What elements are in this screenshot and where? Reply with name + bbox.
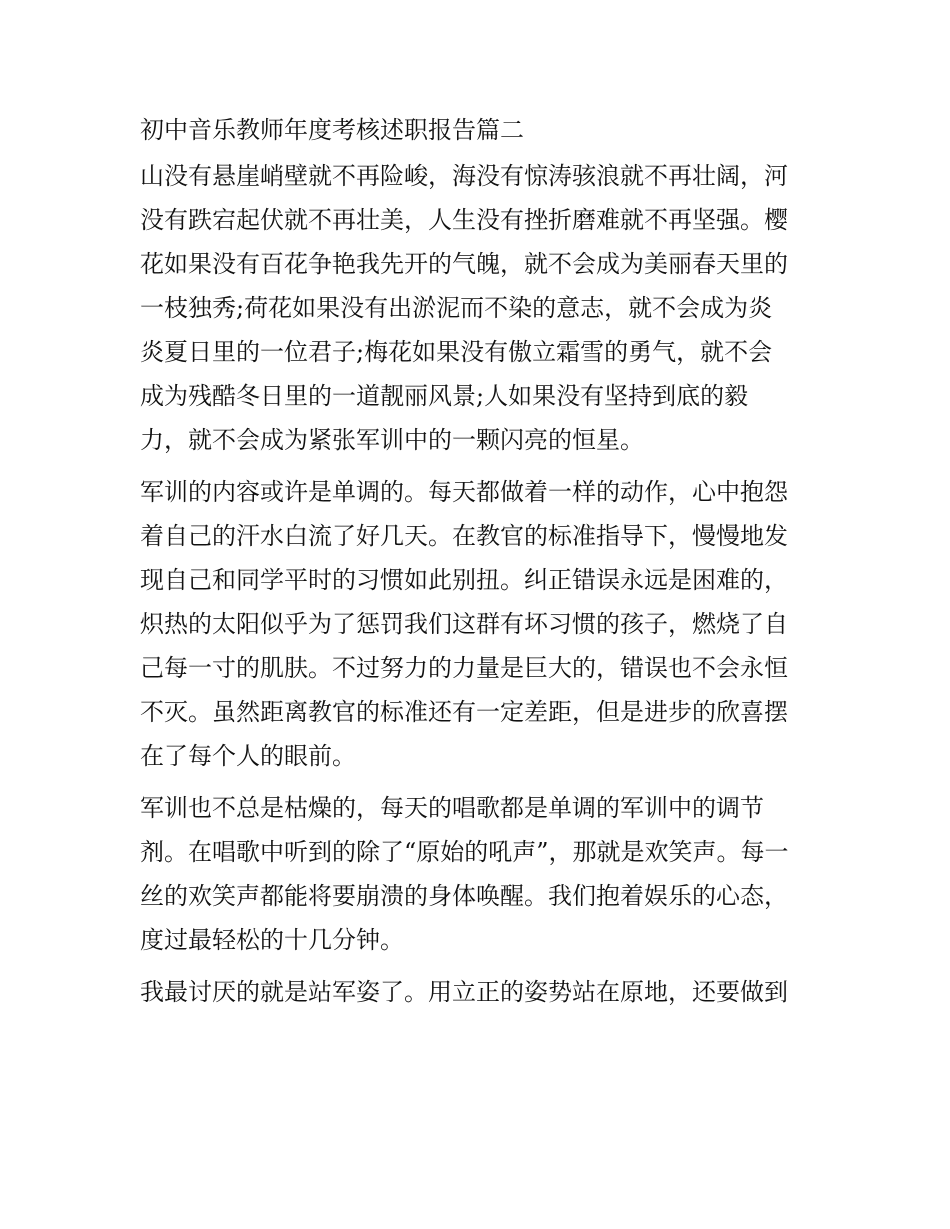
paragraph-4: [140, 970, 820, 1014]
text-line: 没有跌宕起伏就不再壮美，人生没有挫折磨难就不再坚强。樱: [140, 206, 788, 234]
text-line: 军训也不总是枯燥的，每天的唱歌都是单调的军训中的调节: [140, 794, 764, 822]
text-line: 剂。在唱歌中听到的除了“原始的吼声”，那就是欢笑声。每一: [140, 838, 789, 866]
paragraph-2: [140, 470, 820, 778]
text-line: 度过最轻松的十几分钟。: [140, 926, 404, 954]
text-line: 着自己的汗水白流了好几天。在教官的标准指导下，慢慢地发: [140, 522, 788, 550]
text-line: 己每一寸的肌肤。不过努力的力量是巨大的，错误也不会永恒: [140, 654, 788, 682]
text-line: 现自己和同学平时的习惯如此别扭。纠正错误永远是困难的，: [140, 566, 788, 594]
text-line: 军训的内容或许是单调的。每天都做着一样的动作，心中抱怨: [140, 478, 788, 506]
text-line: 成为残酷冬日里的一道靓丽风景;人如果没有坚持到底的毅: [140, 382, 749, 410]
page-title: 初中音乐教师年度考核述职报告篇二: [140, 116, 524, 144]
text-line: 炽热的太阳似乎为了惩罚我们这群有坏习惯的孩子，燃烧了自: [140, 610, 788, 638]
text-line: 在了每个人的眼前。: [140, 742, 356, 770]
text-line: 不灭。虽然距离教官的标准还有一定差距，但是进步的欣喜摆: [140, 698, 788, 726]
text-line: 力，就不会成为紧张军训中的一颗闪亮的恒星。: [140, 426, 644, 454]
text-line: 山没有悬崖峭壁就不再险峻，海没有惊涛骇浪就不再壮阔，河: [140, 162, 788, 190]
text-line: 我最讨厌的就是站军姿了。用立正的姿势站在原地，还要做到: [140, 978, 788, 1006]
document-body: [140, 110, 820, 1022]
text-line: 花如果没有百花争艳我先开的气魄，就不会成为美丽春天里的: [140, 250, 788, 278]
text-line: 一枝独秀;荷花如果没有出淤泥而不染的意志，就不会成为炎: [140, 294, 773, 322]
text-line: 炎夏日里的一位君子;梅花如果没有傲立霜雪的勇气，就不会: [140, 338, 773, 366]
paragraph-1: [140, 154, 820, 462]
paragraph-3: [140, 786, 820, 962]
text-line: 丝的欢笑声都能将要崩溃的身体唤醒。我们抱着娱乐的心态，: [140, 882, 788, 910]
